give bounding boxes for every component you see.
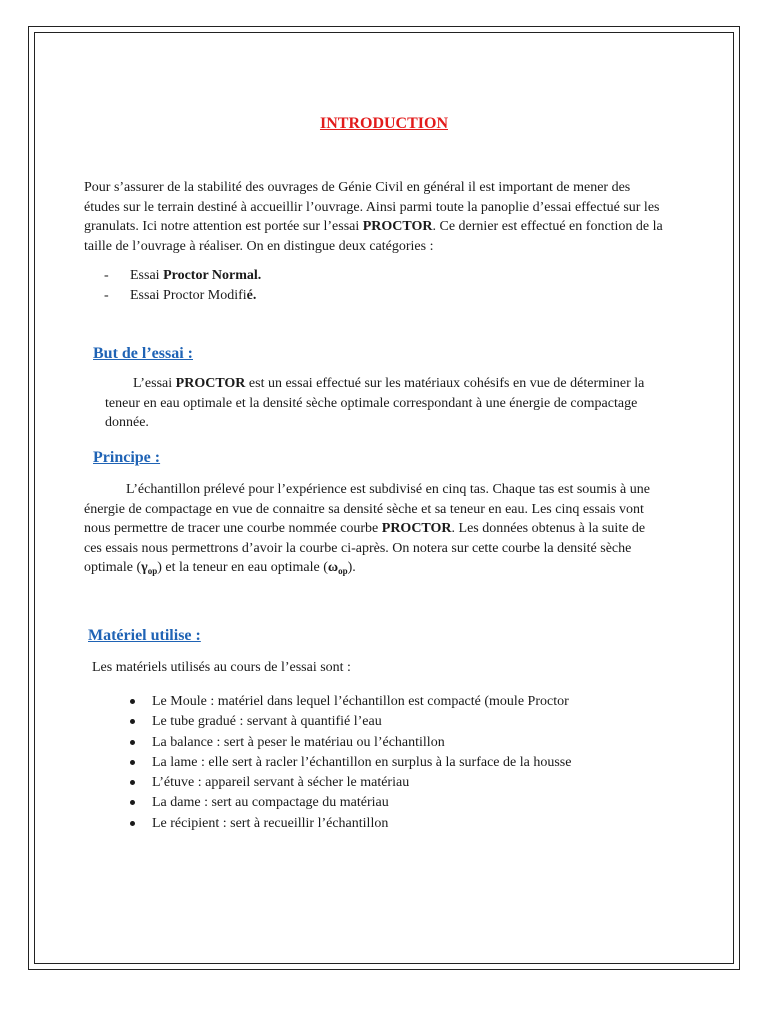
principe-paragraph: L’échantillon prélevé pour l’expérience est subdivisé en cinq tas. Chaque tas est soumis à une énergie de compactage en vue de connaitre sa densité sèche et sa teneur en eau. Les cinq essais vont nous permettre de tracer une courbe nommée courbe PROCTOR. Les données obtenus à la suite de ces essais nous permettrons d’avoir la courbe ci-après. On notera sur cette courbe la densité sèche optimale $(\gamma_{op})$ et la teneur en eau optimale $(\omega_{op})$. [84,482,650,576]
list-item: Le tube gradué : servant à quantifié l’eau [130,712,571,732]
intro-paragraph: Pour s’assurer de la stabilité des ouvrages de Génie Civil en général il est important de mener des études sur le terrain destiné à accueillir l’ouvrage. Ainsi parmi toute la panoplie d’essai effectué sur les granulats. Ici notre attention est portée sur l’essai PROCTOR. Ce dernier est effectué en fonction de la taille de l’ouvrage à réaliser. On en distingue deux catégories : [84,180,663,254]
section-heading-principe: Principe : [93,449,161,466]
but-paragraph: L’essai PROCTOR est un essai effectué sur les matériaux cohésifs en vue de déterminer la teneur en eau optimale et la densité sèche optimale correspondant à une énergie de compactage donnée. [105,376,645,430]
list-item: La dame : sert au compactage du matériau [130,793,571,813]
page-title: INTRODUCTION [319,115,448,132]
section-heading-materiel: Matériel utilise : [88,627,201,644]
list-item: - Essai Proctor Modifié. [104,288,257,303]
equipment-list [130,692,571,834]
list-item: - Essai Proctor Normal. [104,268,262,283]
list-item: La balance : sert à peser le matériau ou l’échantillon [130,733,571,753]
list-item: La lame : elle sert à racler l’échantillon en surplus à la surface de la housse [130,753,571,773]
list-item: L’étuve : appareil servant à sécher le matériau [130,773,571,793]
list-item: Le récipient : sert à recueillir l’échantillon [130,814,571,834]
section-heading-but: But de l’essai : [93,345,193,362]
materiel-intro: Les matériels utilisés au cours de l’essai sont : [92,660,351,675]
list-item: Le Moule : matériel dans lequel l’échantillon est compacté (moule Proctor [130,692,571,712]
category-list [104,266,261,306]
